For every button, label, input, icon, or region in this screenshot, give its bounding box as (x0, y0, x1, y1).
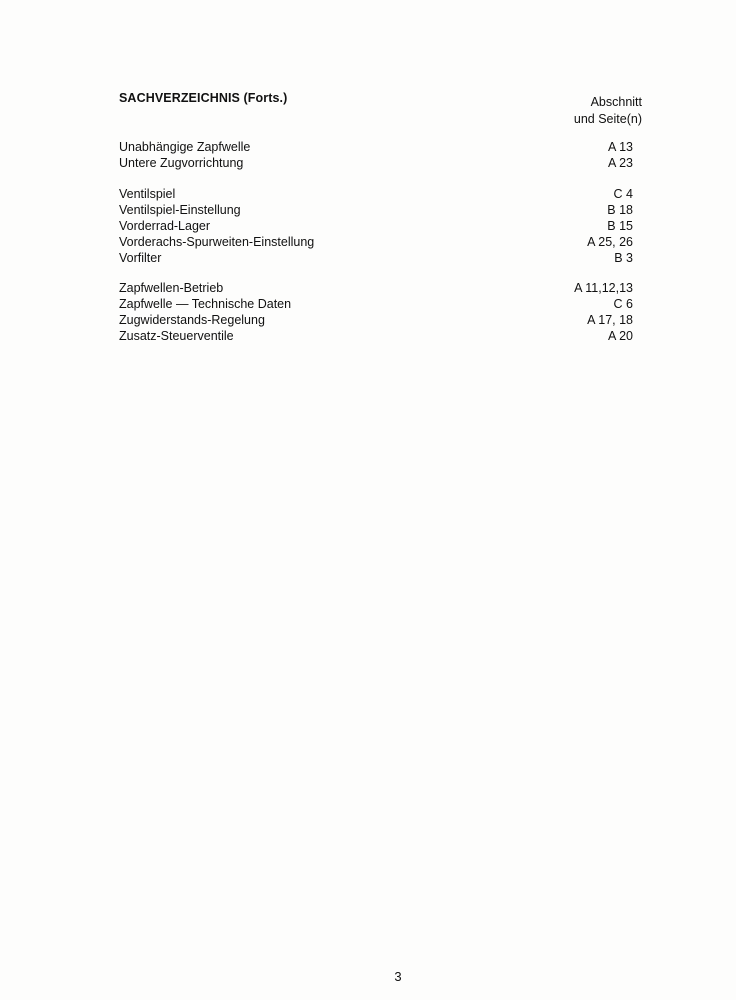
entry-label: Zusatz-Steuerventile (119, 328, 238, 344)
entry-label: Unabhängige Zapfwelle (119, 139, 254, 155)
index-group-3 (119, 280, 633, 344)
entry-label: Ventilspiel (119, 186, 179, 202)
index-group-2 (119, 186, 633, 266)
entry-reference: B 15 (603, 218, 633, 234)
entry-reference: A 23 (604, 155, 633, 171)
entry-reference: A 13 (604, 139, 633, 155)
index-entry (119, 234, 633, 250)
index-entry (119, 296, 633, 312)
index-entry (119, 280, 633, 296)
index-entry (119, 139, 633, 155)
entry-label: Untere Zugvorrichtung (119, 155, 247, 171)
index-entry (119, 155, 633, 171)
entry-label: Zapfwellen-Betrieb (119, 280, 227, 296)
index-entry (119, 186, 633, 202)
index-title: SACHVERZEICHNIS (Forts.) (119, 91, 288, 105)
entry-label: Vorderachs-Spurweiten-Einstellung (119, 234, 318, 250)
page-number: 3 (394, 969, 402, 984)
column-header-line2: und Seite(n) (573, 112, 642, 126)
entry-reference: C 4 (610, 186, 633, 202)
column-header-line1: Abschnitt (590, 95, 642, 109)
entry-reference: C 6 (610, 296, 633, 312)
column-header (574, 94, 642, 128)
index-entry (119, 218, 633, 234)
entry-label: Ventilspiel-Einstellung (119, 202, 245, 218)
index-entry (119, 312, 633, 328)
index-entry (119, 328, 633, 344)
entry-reference: B 18 (603, 202, 633, 218)
entry-label: Zapfwelle — Technische Daten (119, 296, 295, 312)
entry-reference: A 17, 18 (583, 312, 633, 328)
entry-reference: A 11,12,13 (570, 280, 633, 296)
entry-reference: A 20 (604, 328, 633, 344)
entry-label: Vorderrad-Lager (119, 218, 214, 234)
entry-label: Zugwiderstands-Regelung (119, 312, 269, 328)
index-entry (119, 202, 633, 218)
entry-reference: A 25, 26 (583, 234, 633, 250)
index-entry (119, 250, 633, 266)
entry-label: Vorfilter (119, 250, 165, 266)
index-group-1 (119, 139, 633, 171)
entry-reference: B 3 (610, 250, 633, 266)
